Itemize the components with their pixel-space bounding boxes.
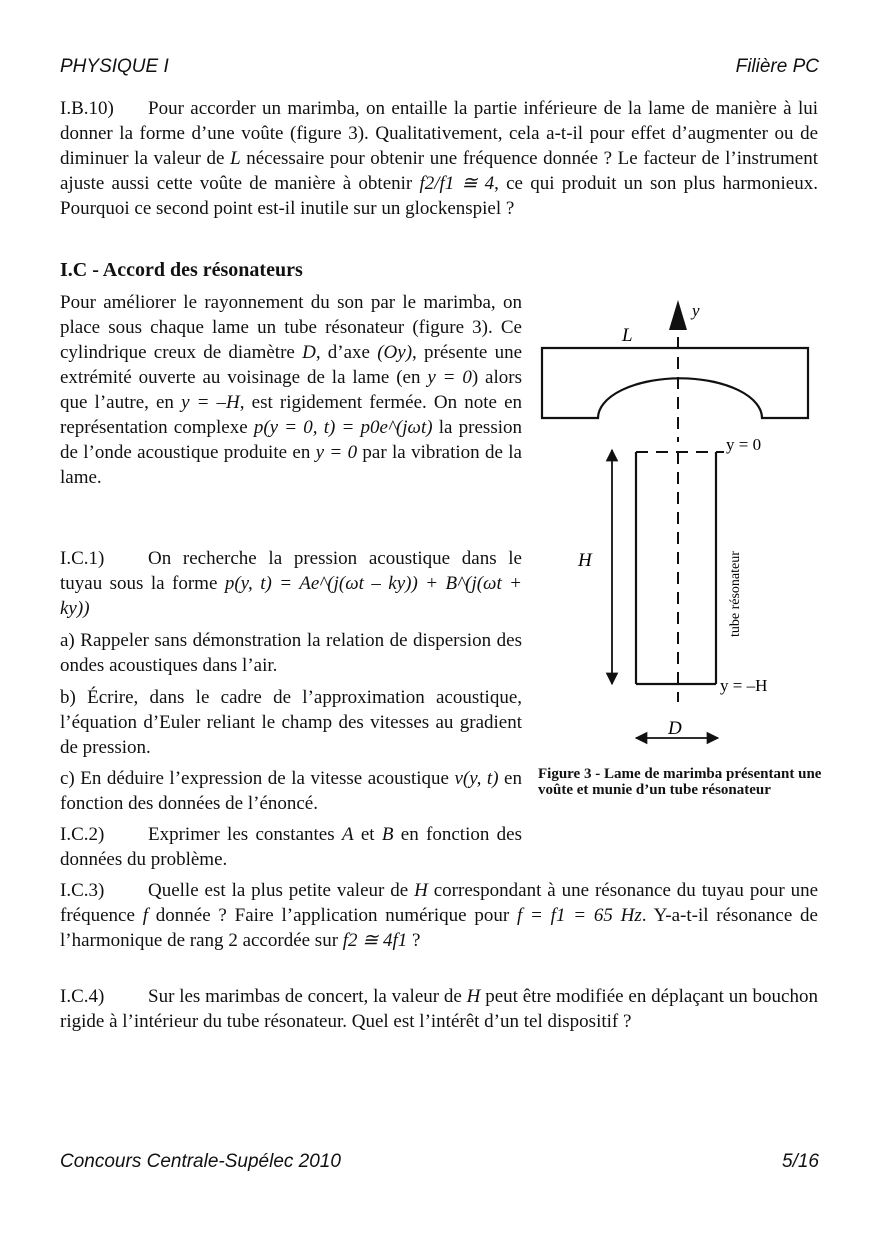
harmonic-rank: 2: [228, 930, 238, 951]
ratio-equation: f2/f1 ≅ 4: [419, 173, 495, 194]
marimba-bar: [542, 348, 808, 418]
footer-contest: Concours Centrale-Supélec 2010: [60, 1151, 341, 1172]
var-L: L: [230, 148, 241, 169]
var-H: H: [414, 880, 428, 901]
var-H: H: [466, 986, 481, 1007]
header-subject: PHYSIQUE I: [60, 56, 169, 77]
question-ib10: I.B.10) Pour accorder un marimba, on entaille la partie inférieure de la lame de manière à lui donner la forme d’une voûte (figure 3). Qualitativement, cela a-t-il pour effet d’augmenter ou de diminuer la valeur de L nécessaire pour obtenir une fréquence donnée ? Le facteur de l’instrument ajuste aussi cette voûte de manière à obtenir f2/f1 ≅ 4, ce qui produit un son plus harmonieux. Pourquoi ce second point est-il inutile sur un glockenspiel ?: [60, 98, 818, 219]
question-ic3: I.C.3) Quelle est la plus petite valeur de H correspondant à une résonance du tuyau pour une fréquence f donnée ? Faire l’application numérique pour f = f1 = 65 Hz. Y-a-t-il résonance de l’harmonique de rang 2 accordée sur f2 ≅ 4f1 ?: [60, 880, 818, 951]
y-axis-arrowhead: [669, 300, 687, 330]
header-track: Filière PC: [735, 56, 819, 77]
var-B: B: [381, 824, 394, 845]
label-L: L: [622, 325, 633, 346]
pressure-equation: p(y = 0, t) = p0e^(jωt): [253, 417, 433, 438]
question-label: I.B.10): [60, 98, 114, 119]
question-ic1: I.C.1) On recherche la pression acoustique dans le tuyau sous la forme p(y, t) = Ae^(j(ωt – ky)) + B^(j(ωt + ky)): [60, 548, 523, 619]
eq-yH: y = –H: [181, 392, 240, 413]
intro-paragraph: Pour améliorer le rayonnement du son par le marimba, on place sous chaque lame un tube résonateur (figure 3). Ce cylindrique creux de diamètre D, d’axe (Oy), présente une extrémité ouverte au voisinage de la lame (en y = 0) alors que l’autre, en y = –H, est rigidement fermée. On note en représentation complexe p(y = 0, t) = p0e^(jωt) la pression de l’onde acoustique produite en y = 0 par la vibration de la lame.: [60, 292, 523, 488]
section-title: I.C - Accord des résonateurs: [60, 259, 303, 281]
question-label: I.C.4): [60, 986, 105, 1007]
var-v: v(y, t): [454, 768, 499, 789]
label-y-equals-minus-H: y = –H: [720, 676, 768, 695]
figure-3-diagram: [536, 292, 826, 762]
label-D: D: [668, 718, 682, 739]
question-label: I.C.3): [60, 880, 105, 901]
page-footer: [60, 1151, 819, 1173]
eq-y0: y = 0: [427, 367, 472, 388]
question-ic1-b: b) Écrire, dans le cadre de l’approximation acoustique, l’équation d’Euler reliant le champ des vitesses au gradient de pression.: [60, 687, 522, 758]
question-ic1-a: a) Rappeler sans démonstration la relation de dispersion des ondes acoustiques dans l’air.: [60, 630, 522, 676]
label-H: H: [578, 550, 592, 571]
frequency-equation: f = f1 = 65 Hz: [516, 905, 642, 926]
wave-equation: p(y, t) = Ae^(j(ωt – ky)) + B^(j(ωt + ky)): [60, 573, 523, 619]
figure-caption: Figure 3 - Lame de marimba présentant une voûte et munie d’un tube résonateur: [538, 766, 822, 798]
var-f: f: [142, 905, 148, 926]
question-ic2: I.C.2) Exprimer les constantes A et B en fonction des données du problème.: [60, 824, 523, 870]
label-y: y: [692, 301, 700, 320]
eq-y0b: y = 0: [315, 442, 358, 463]
harmonic-equation: f2 ≅ 4f1: [342, 930, 408, 951]
axis-oy: (Oy): [377, 342, 413, 363]
footer-page-number: 5/16: [782, 1151, 819, 1172]
label-tube-resonator: tube résonateur: [728, 551, 743, 637]
label-y-equals-0: y = 0: [726, 435, 762, 454]
question-label: I.C.2): [60, 824, 105, 845]
question-label: I.C.1): [60, 548, 105, 569]
question-ic1-c: c) En déduire l’expression de la vitesse acoustique v(y, t) en fonction des données de l’énoncé.: [60, 768, 522, 814]
var-D: D: [302, 342, 316, 363]
page-header: [60, 56, 819, 78]
var-A: A: [341, 824, 354, 845]
question-ic4: I.C.4) Sur les marimbas de concert, la valeur de H peut être modifiée en déplaçant un bouchon rigide à l’intérieur du tube résonateur. Quel est l’intérêt d’un tel dispositif ?: [60, 986, 818, 1032]
